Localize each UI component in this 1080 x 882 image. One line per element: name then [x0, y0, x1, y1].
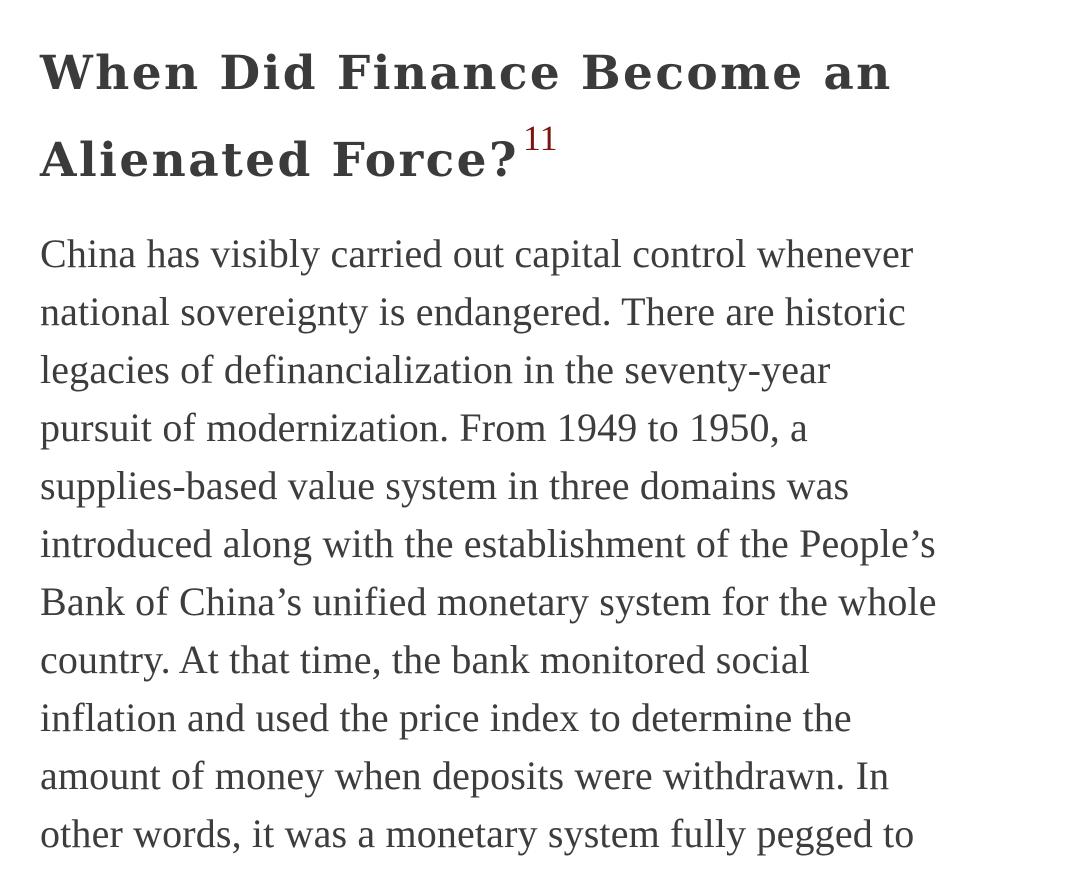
footnote-link[interactable]: 11	[522, 118, 558, 158]
paragraph-line: supplies-based value system in three domains was	[40, 463, 850, 508]
paragraph-line: pursuit of modernization. From 1949 to 1950, a	[40, 405, 808, 450]
paragraph-line: introduced along with the establishment of the People’s	[40, 521, 936, 566]
heading-line-text: Alienated Force?	[40, 133, 519, 188]
article	[40, 0, 1050, 856]
heading-line	[40, 117, 1050, 204]
article-paragraph	[40, 225, 1050, 863]
paragraph-line: country. At that time, the bank monitored social	[40, 637, 810, 682]
article-heading	[40, 0, 1050, 204]
paragraph-line: legacies of definancialization in the seventy-year	[40, 347, 831, 392]
paragraph-line: China has visibly carried out capital control whenever	[40, 231, 914, 276]
heading-line: When Did Finance Become an	[40, 46, 893, 101]
paragraph-line: inflation and used the price index to determine the	[40, 695, 852, 740]
paragraph-line: other words, it was a monetary system fully pegged to	[40, 811, 915, 856]
paragraph-line: Bank of China’s unified monetary system for the whole	[40, 579, 937, 624]
paragraph-line: national sovereignty is endangered. There are historic	[40, 289, 906, 334]
paragraph-line: amount of money when deposits were withdrawn. In	[40, 753, 890, 798]
